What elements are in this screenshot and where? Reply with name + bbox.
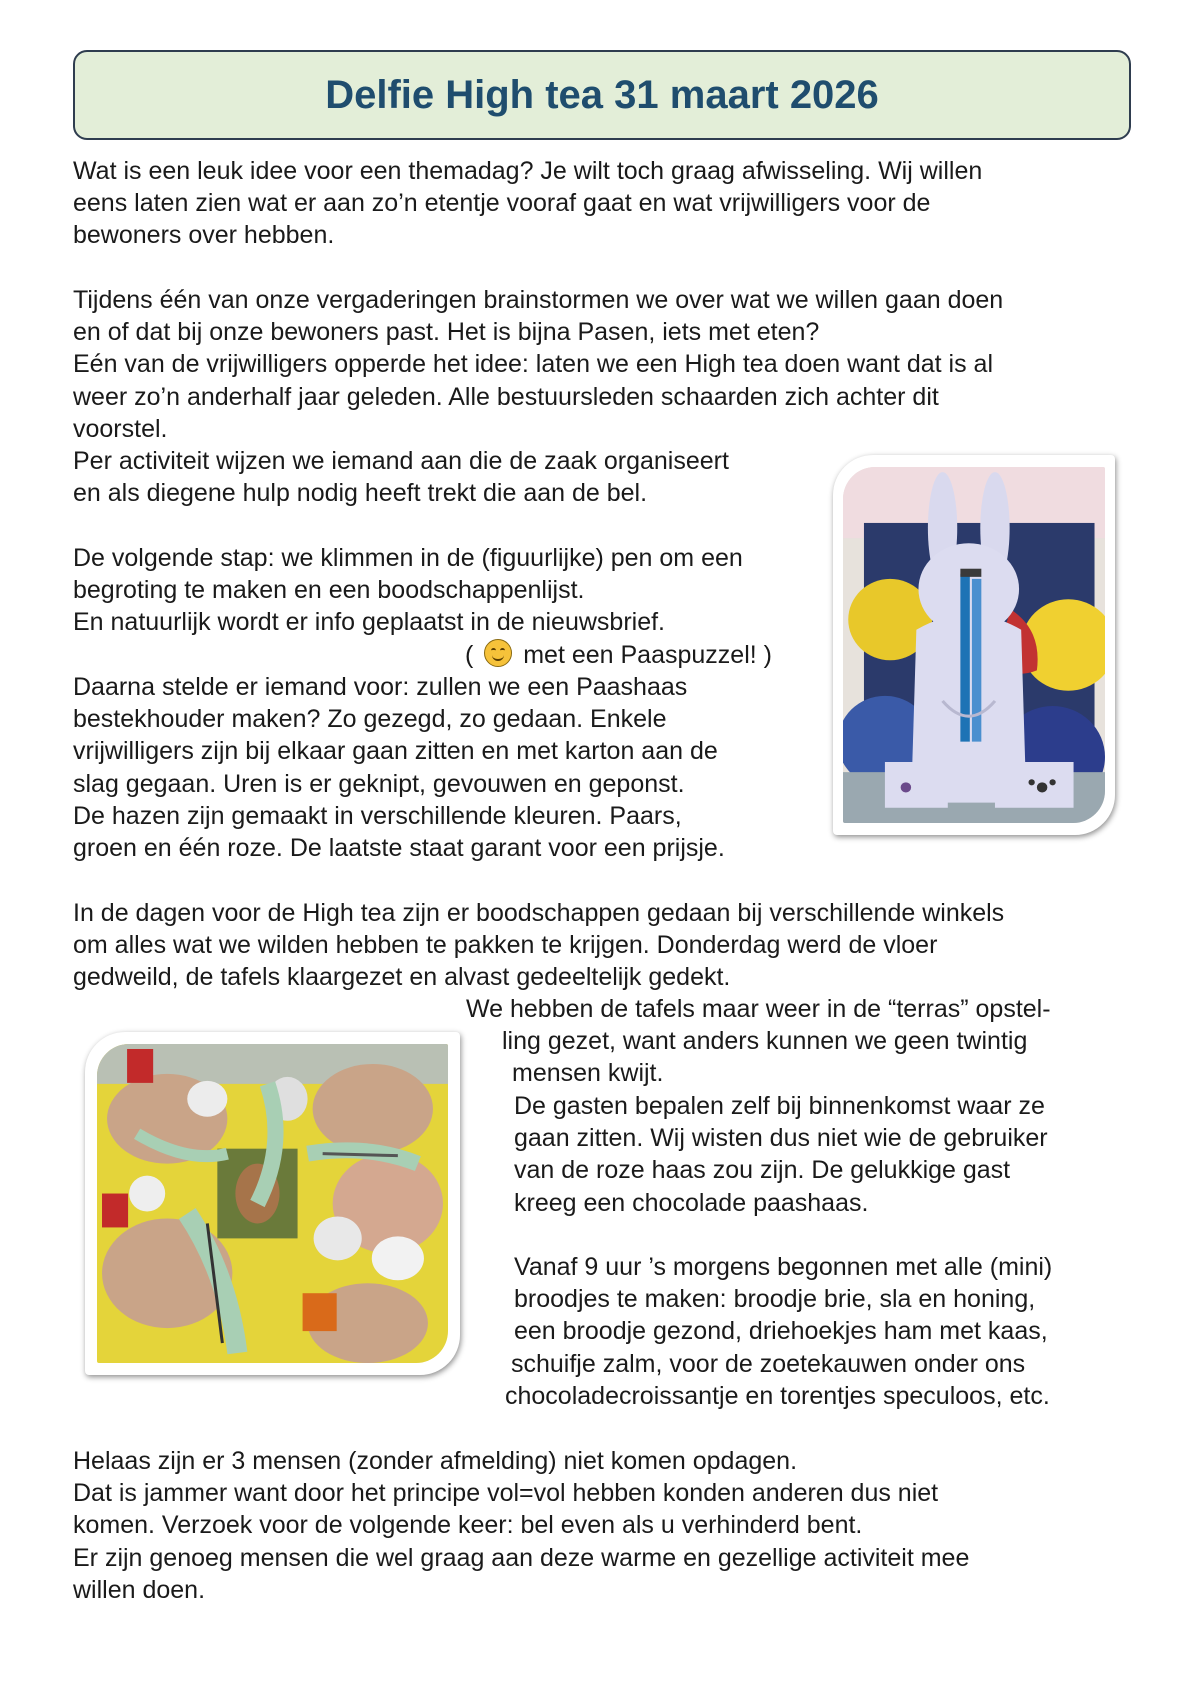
text-line: Helaas zijn er 3 mensen (zonder afmelding) niet komen opdagen. <box>73 1447 798 1475</box>
closing-paragraph <box>73 1445 969 1606</box>
text-line: chocoladecroissantje en torentjes speculoos, etc. <box>505 1381 1050 1410</box>
text-line: begroting te maken en een boodschappenlijst. <box>73 576 585 605</box>
text-line: Er zijn genoeg mensen die wel graag aan deze warme en gezellige activiteit mee <box>73 1543 970 1572</box>
text-line: ling gezet, want anders kunnen we geen twintig <box>502 1027 1028 1056</box>
text-line: weer zo’n anderhalf jaar geleden. Alle bestuursleden schaarden zich achter dit <box>73 382 939 411</box>
text-line: een broodje gezond, driehoekjes ham met kaas, <box>514 1317 1048 1346</box>
sandwiches-paragraph <box>505 1251 1052 1412</box>
smiling-face-icon <box>484 639 512 667</box>
bunny-holder-photo <box>833 455 1115 835</box>
text-line: schuifje zalm, voor de zoetekauwen onder ons <box>511 1349 1026 1378</box>
text-line: bestekhouder maken? Zo gezegd, zo gedaan. Enkele <box>73 705 667 734</box>
text-line: Wat is een leuk idee voor een themadag? Je wilt toch graag afwisseling. Wij willen <box>73 157 983 185</box>
text-line: Eén van de vrijwilligers opperde het idee: laten we een High tea doen want dat is al <box>73 350 994 379</box>
text-line: De hazen zijn gemaakt in verschillende kleuren. Paars, <box>73 801 682 830</box>
text-line: en of dat bij onze bewoners past. Het is bijna Pasen, iets met eten? <box>73 318 820 347</box>
text-line: Daarna stelde er iemand voor: zullen we een Paashaas <box>73 673 688 701</box>
text-line: Vanaf 9 uur ’s morgens begonnen met alle (mini) <box>514 1253 1053 1281</box>
bunny-holder-paragraph <box>73 671 725 864</box>
text-line: komen. Verzoek voor de volgende keer: bel even als u verhinderd bent. <box>73 1511 863 1540</box>
terrace-paragraph <box>466 993 1051 1090</box>
text-line: voorstel. <box>73 414 168 443</box>
text-line: mensen kwijt. <box>512 1059 664 1088</box>
activity-paragraph <box>73 445 729 509</box>
text-line: slag gegaan. Uren is er geknipt, gevouwen en geponst. <box>73 769 685 798</box>
puzzle-note <box>465 639 772 671</box>
text-line: De gasten bepalen zelf bij binnenkomst waar ze <box>514 1092 1045 1120</box>
text-line: Per activiteit wijzen we iemand aan die de zaak organiseert <box>73 447 729 475</box>
text-line: In de dagen voor de High tea zijn er boodschappen gedaan bij verschillende winkels <box>73 899 1005 927</box>
shopping-paragraph <box>73 897 1004 994</box>
next-step-paragraph <box>73 542 743 639</box>
intro-paragraph <box>73 155 982 252</box>
page-title: Delfie High tea 31 maart 2026 <box>325 72 879 117</box>
text-line: kreeg een chocolade paashaas. <box>514 1188 869 1217</box>
table-setting-photo <box>85 1032 460 1375</box>
text-line: broodjes te maken: broodje brie, sla en honing, <box>514 1285 1036 1314</box>
text-line: om alles wat we wilden hebben te pakken te krijgen. Donderdag werd de vloer <box>73 931 938 960</box>
text-line: De volgende stap: we klimmen in de (figuurlijke) pen om een <box>73 544 743 572</box>
text-line: Tijdens één van onze vergaderingen brainstormen we over wat we willen gaan doen <box>73 286 1004 314</box>
text-line: En natuurlijk wordt er info geplaatst in de nieuwsbrief. <box>73 608 665 637</box>
text-line: We hebben de tafels maar weer in de “terras” opstel- <box>466 995 1051 1023</box>
guests-paragraph <box>514 1090 1048 1219</box>
puzzle-text: met een Paaspuzzel! ) <box>523 641 772 669</box>
text-line: van de roze haas zou zijn. De gelukkige gast <box>514 1156 1011 1185</box>
puzzle-open-paren: ( <box>465 641 474 669</box>
text-line: Dat is jammer want door het principe vol=vol hebben konden anderen dus niet <box>73 1479 939 1508</box>
text-line: groen en één roze. De laatste staat garant voor een prijsje. <box>73 834 725 863</box>
title-banner <box>73 50 1131 140</box>
text-line: bewoners over hebben. <box>73 221 335 250</box>
text-line: en als diegene hulp nodig heeft trekt die aan de bel. <box>73 479 648 508</box>
text-line: gedweild, de tafels klaargezet en alvast gedeeltelijk gedekt. <box>73 963 731 992</box>
text-line: eens laten zien wat er aan zo’n etentje vooraf gaat en wat vrijwilligers voor de <box>73 189 931 218</box>
text-line: vrijwilligers zijn bij elkaar gaan zitten en met karton aan de <box>73 737 718 766</box>
text-line: gaan zitten. Wij wisten dus niet wie de gebruiker <box>514 1124 1048 1153</box>
brainstorm-paragraph <box>73 284 1003 445</box>
text-line: willen doen. <box>73 1575 206 1604</box>
